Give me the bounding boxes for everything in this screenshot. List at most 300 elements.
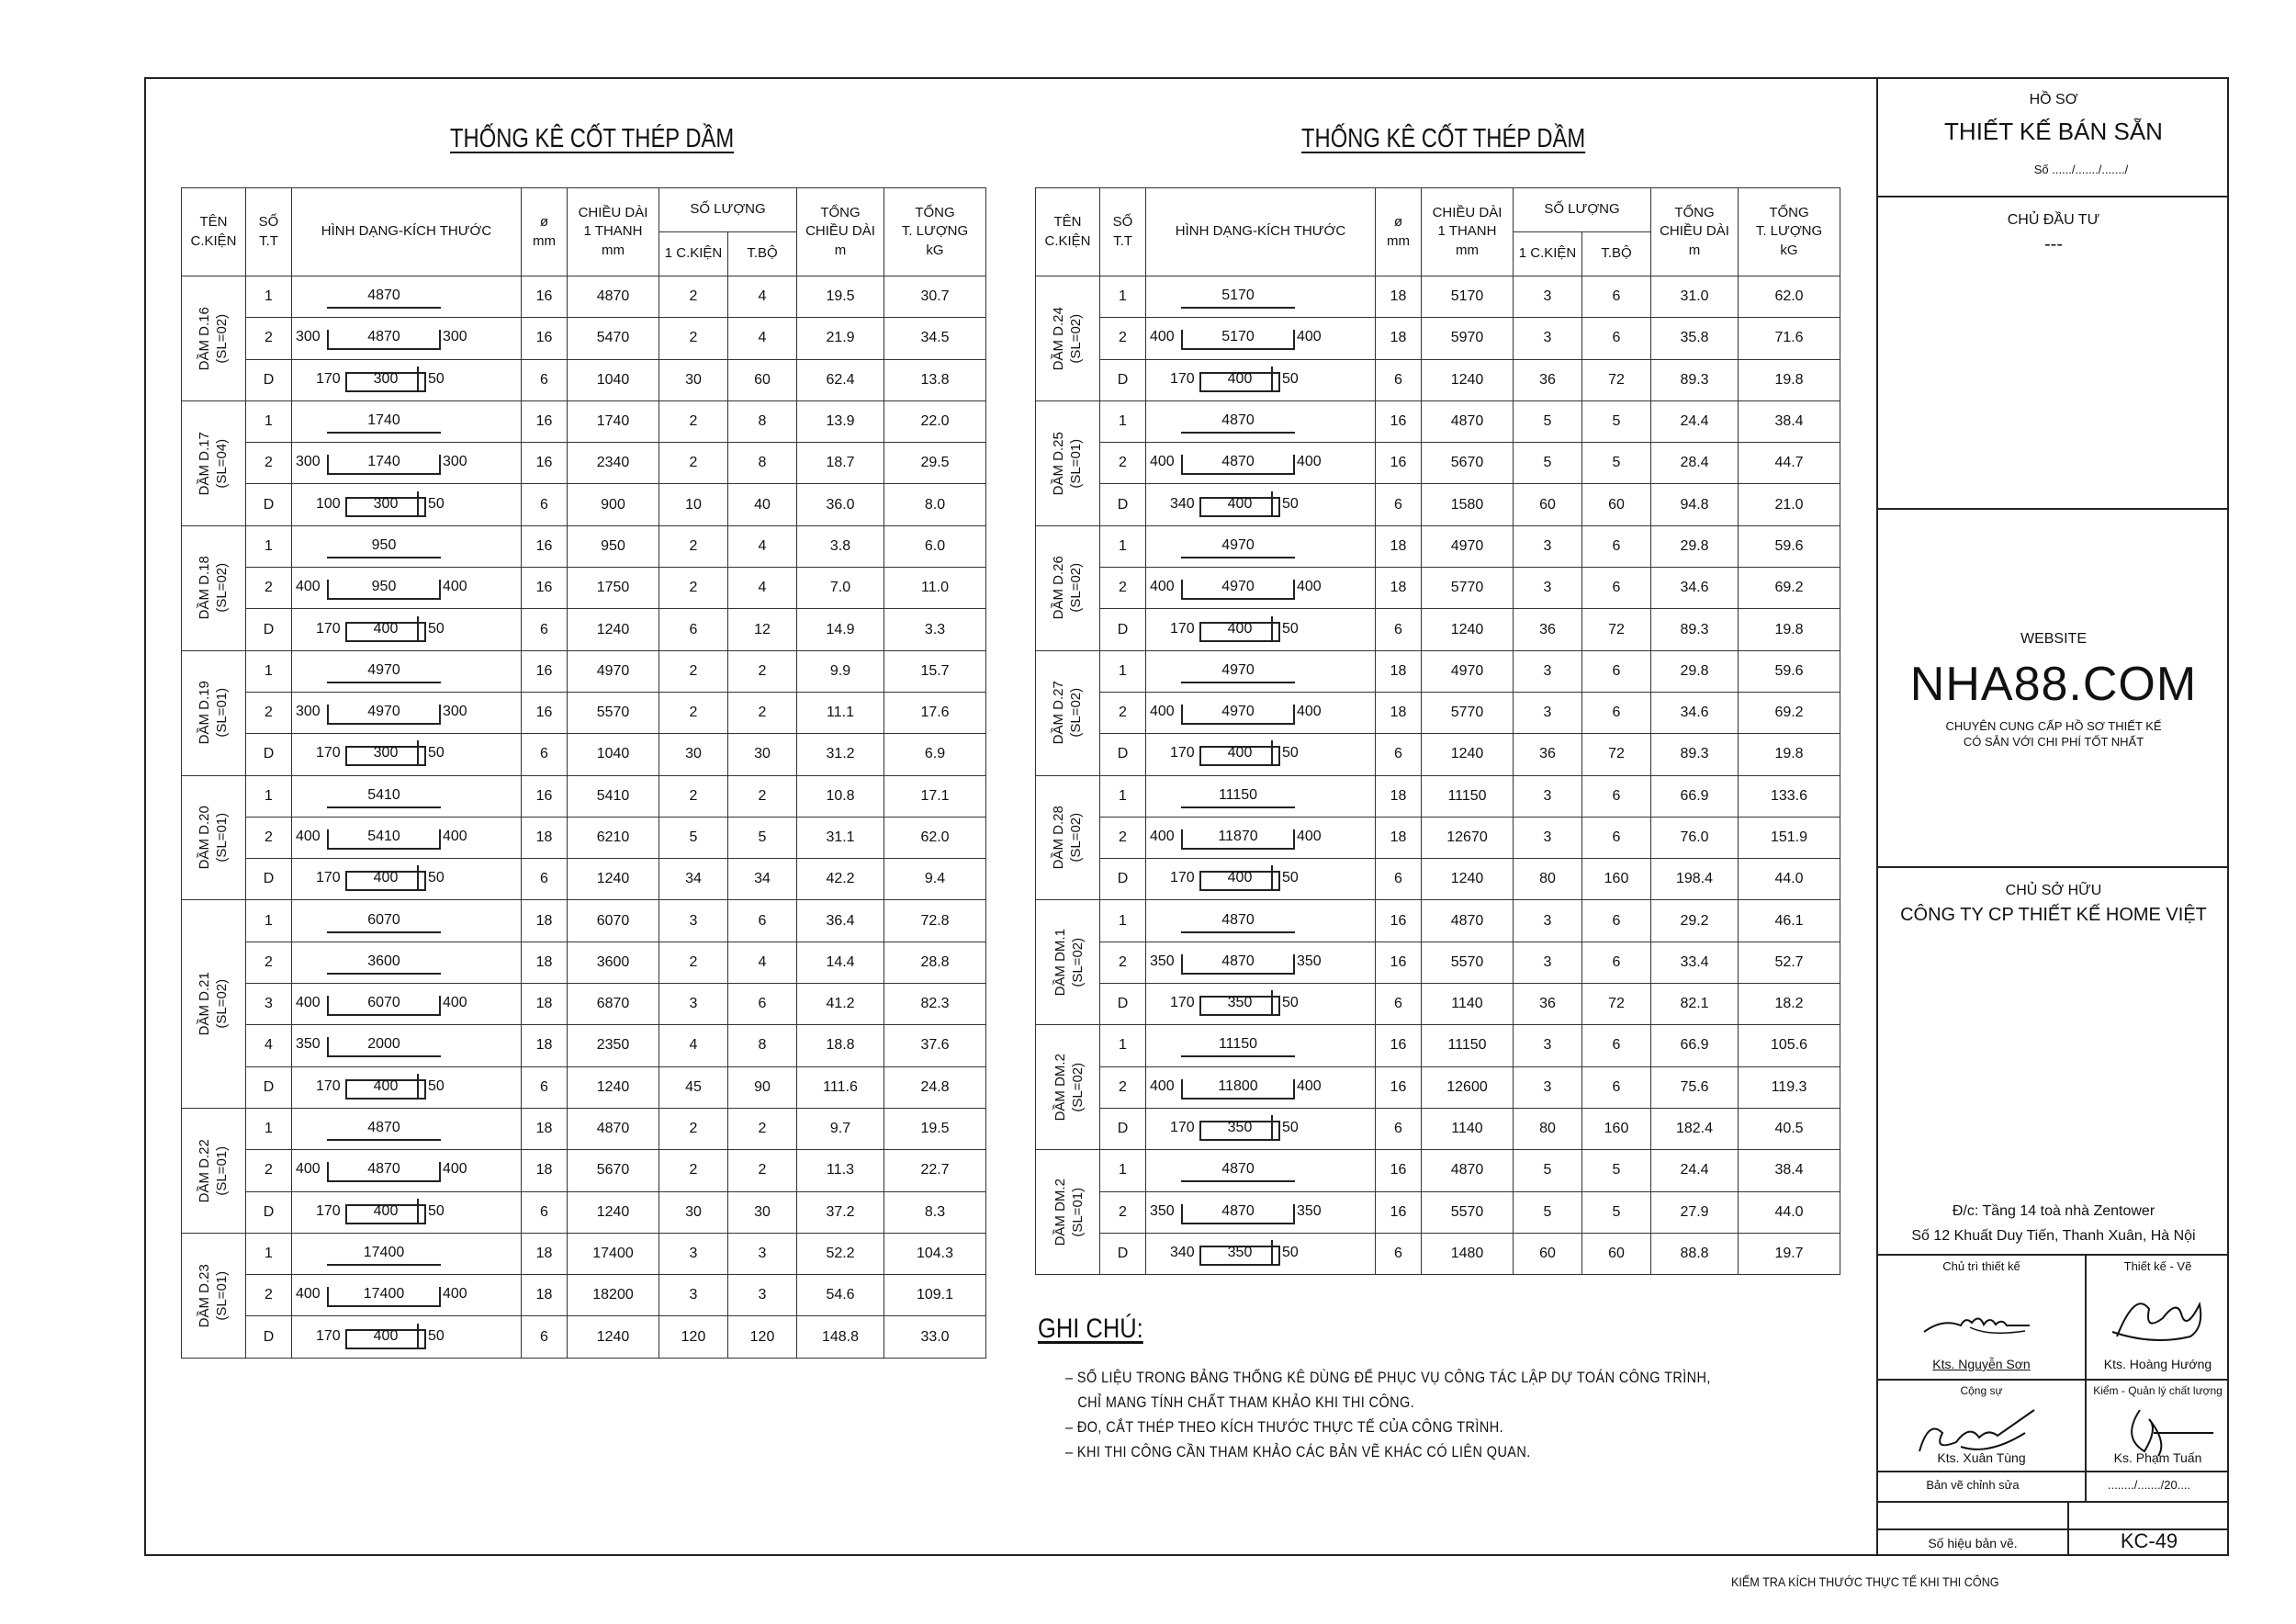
cell-tt: 1 — [1100, 775, 1146, 817]
rebar-line — [327, 723, 441, 725]
cell-qty-per-member: 2 — [659, 443, 728, 484]
rebar-shape-stirrup — [1146, 1234, 1375, 1274]
member-name — [197, 1264, 231, 1327]
rebar-hook-right-length: 400 — [1297, 454, 1322, 470]
rebar-length: 5410 — [367, 829, 400, 844]
cell-diameter: 18 — [1376, 276, 1422, 318]
header-tong-trong-luong-text: kG — [1780, 242, 1798, 258]
cell-shape — [292, 900, 522, 942]
cell-length-one-bar: 900 — [568, 484, 659, 525]
cell-diameter: 6 — [1376, 359, 1422, 400]
table-row — [182, 525, 986, 567]
role-thiet-ke: Thiết kế - Vẽ — [2123, 1259, 2192, 1273]
rebar-hook-left-length: 400 — [296, 829, 321, 844]
rebar-hook-right-length: 400 — [443, 579, 467, 595]
rebar-hook-left-length: 400 — [1150, 579, 1175, 595]
stirrup-width: 170 — [316, 620, 341, 637]
cell-shape — [1146, 318, 1376, 359]
rebar-shape-straight — [1146, 776, 1375, 817]
cell-qty-per-member: 2 — [659, 1108, 728, 1149]
cell-length-one-bar: 11150 — [1422, 775, 1514, 817]
revision-date: ......../......./20.... — [2107, 1478, 2191, 1492]
stirrup-height: 400 — [1227, 745, 1253, 761]
rebar-length: 17400 — [363, 1244, 405, 1260]
cell-shape — [1146, 1108, 1376, 1149]
cell-length-one-bar: 2340 — [568, 443, 659, 484]
rebar-hook-left-length: 350 — [1150, 953, 1175, 969]
cell-qty-total: 5 — [1582, 1191, 1651, 1233]
cell-shape — [292, 1150, 522, 1191]
left-rebar-table-container — [181, 187, 985, 1359]
rebar-length: 4870 — [1221, 911, 1255, 928]
header-mot-ckien — [659, 232, 728, 276]
table-row — [182, 1191, 986, 1233]
rebar-hook-left-length: 400 — [296, 1286, 321, 1303]
cell-length-one-bar: 4870 — [568, 276, 659, 318]
cell-qty-per-member: 36 — [1514, 734, 1582, 775]
cell-length-one-bar: 1040 — [568, 734, 659, 775]
cell-diameter: 6 — [1376, 859, 1422, 900]
cell-shape — [292, 1066, 522, 1108]
cell-total-weight: 52.7 — [1739, 942, 1840, 983]
cell-total-weight: 69.2 — [1739, 568, 1840, 609]
member-name-text: DẦM DM.2 — [1052, 1054, 1068, 1122]
cell-qty-per-member: 30 — [659, 359, 728, 400]
cell-total-length: 76.0 — [1651, 817, 1739, 858]
cell-length-one-bar: 1040 — [568, 359, 659, 400]
rebar-hook-right-length: 400 — [1297, 829, 1322, 844]
rebar-shape-hooked — [1146, 818, 1375, 858]
cell-tt: D — [1100, 484, 1146, 525]
rebar-line — [327, 848, 441, 850]
rebar-length: 4870 — [1221, 412, 1255, 429]
name-thiet-ke: Kts. Hoàng Hướng — [2103, 1357, 2212, 1371]
cell-total-weight: 17.1 — [884, 775, 986, 817]
cell-total-length: 18.7 — [797, 443, 884, 484]
cell-qty-total: 90 — [728, 1066, 797, 1108]
cell-length-one-bar: 4870 — [568, 1108, 659, 1149]
cell-total-length: 36.4 — [797, 900, 884, 942]
cell-length-one-bar: 5570 — [1422, 942, 1514, 983]
rebar-hook-left-length: 400 — [296, 995, 321, 1011]
header-tong-trong-luong-text: T. LƯỢNG — [1755, 223, 1823, 240]
cell-qty-total: 4 — [728, 525, 797, 567]
rebar-length: 4970 — [1221, 536, 1255, 553]
rebar-line — [1181, 598, 1295, 600]
table-row — [182, 817, 986, 858]
stirrup-height: 400 — [373, 620, 399, 637]
member-name-text: DẦM D.21 — [196, 972, 212, 1036]
stirrup-width: 170 — [316, 1202, 341, 1219]
table-row — [182, 1066, 986, 1108]
cell-qty-per-member: 60 — [1514, 1233, 1582, 1274]
cell-qty-total: 6 — [1582, 650, 1651, 692]
table-row — [1036, 525, 1840, 567]
cell-total-length: 29.2 — [1651, 900, 1739, 942]
note-item: – SỐ LIỆU TRONG BẢNG THỐNG KÊ DÙNG ĐỂ PHỤC VỤ CÔNG TÁC LẬP DỰ TOÁN CÔNG TRÌNH, — [1065, 1369, 1711, 1386]
rebar-length: 4970 — [367, 704, 400, 720]
stirrup-hook-length: 50 — [1282, 1120, 1299, 1136]
cell-qty-total: 6 — [1582, 276, 1651, 318]
table-row — [182, 484, 986, 525]
table-row — [182, 900, 986, 942]
cell-tt: 2 — [246, 443, 292, 484]
cell-qty-total: 6 — [1582, 942, 1651, 983]
cell-tt: 1 — [246, 900, 292, 942]
cell-tt: D — [246, 734, 292, 775]
cell-qty-per-member: 5 — [1514, 1150, 1582, 1191]
header-phi-text: ø — [1393, 214, 1403, 231]
table-row — [182, 1316, 986, 1358]
header-so-tt — [246, 188, 292, 276]
rebar-line — [327, 1180, 441, 1182]
stirrup-height: 400 — [1227, 370, 1253, 387]
cell-qty-per-member: 5 — [1514, 443, 1582, 484]
rebar-shape-straight — [292, 401, 521, 442]
stirrup-height: 300 — [373, 495, 399, 512]
cell-length-one-bar: 4970 — [1422, 525, 1514, 567]
cell-qty-per-member: 3 — [1514, 318, 1582, 359]
cell-total-weight: 24.8 — [884, 1066, 986, 1108]
cell-qty-per-member: 3 — [659, 984, 728, 1025]
header-ten-ckien — [182, 188, 246, 276]
cell-tt: D — [1100, 1233, 1146, 1274]
cell-qty-total: 6 — [1582, 692, 1651, 733]
member-name — [197, 307, 231, 370]
stirrup-hook-length: 50 — [1282, 1244, 1299, 1260]
cell-qty-total: 60 — [728, 359, 797, 400]
cell-qty-per-member: 3 — [659, 1275, 728, 1316]
cell-qty-per-member: 2 — [659, 775, 728, 817]
member-name — [197, 557, 231, 620]
cell-qty-total: 60 — [1582, 1233, 1651, 1274]
chu-so-huu-label: CHỦ SỞ HỮU — [2005, 883, 2102, 898]
cell-length-one-bar: 5770 — [1422, 692, 1514, 733]
cell-diameter: 18 — [1376, 525, 1422, 567]
role-chu-tri: Chủ trì thiết kế — [1942, 1259, 2020, 1273]
cell-shape — [292, 859, 522, 900]
rebar-line — [327, 473, 441, 475]
header-tong-trong-luong-text: T. LƯỢNG — [901, 223, 969, 240]
cell-qty-per-member: 3 — [1514, 1025, 1582, 1066]
table-row — [182, 359, 986, 400]
cell-qty-total: 6 — [1582, 525, 1651, 567]
role-cong-su: Cộng sự — [1960, 1384, 2003, 1397]
cell-qty-per-member: 2 — [659, 1150, 728, 1191]
rebar-shape-hooked — [1146, 1067, 1375, 1108]
stirrup-height: 400 — [373, 1077, 399, 1094]
chu-dau-tu-value: --- — [2044, 234, 2063, 254]
cell-qty-total: 5 — [1582, 400, 1651, 442]
rebar-line — [1181, 1180, 1295, 1182]
cell-length-one-bar: 5470 — [568, 318, 659, 359]
header-tong-trong-luong — [1739, 188, 1840, 276]
member-name — [197, 432, 231, 495]
cell-qty-per-member: 2 — [659, 568, 728, 609]
rebar-shape-straight — [292, 1109, 521, 1149]
cell-qty-total: 40 — [728, 484, 797, 525]
cell-tt: 1 — [1100, 400, 1146, 442]
cell-total-weight: 46.1 — [1739, 900, 1840, 942]
table-row — [182, 318, 986, 359]
cell-diameter: 6 — [1376, 984, 1422, 1025]
cell-shape — [1146, 817, 1376, 858]
cell-qty-per-member: 2 — [659, 692, 728, 733]
header-so-luong — [659, 188, 797, 232]
cell-tt: 1 — [246, 650, 292, 692]
header-tong-chieu-dai-text: CHIỀU DÀI — [1660, 223, 1729, 240]
cell-tt: 3 — [246, 984, 292, 1025]
rebar-shape-stirrup — [292, 485, 521, 525]
stirrup-height: 400 — [373, 1202, 399, 1219]
stirrup-height: 350 — [1227, 995, 1253, 1011]
cell-length-one-bar: 4870 — [1422, 900, 1514, 942]
rebar-shape-hooked — [292, 318, 521, 358]
cell-total-weight: 40.5 — [1739, 1108, 1840, 1149]
ho-so-section — [1878, 77, 2229, 197]
header-ten-ckien-text: TÊN — [1053, 214, 1082, 231]
website-label: WEBSITE — [2020, 631, 2087, 647]
table-row — [1036, 692, 1840, 733]
cell-qty-total: 8 — [728, 400, 797, 442]
cell-qty-total: 72 — [1582, 359, 1651, 400]
table-row — [1036, 318, 1840, 359]
rebar-shape-hooked — [1146, 568, 1375, 608]
notes-list — [1065, 1365, 1711, 1464]
header-so-luong-text: SỐ LƯỢNG — [1544, 201, 1620, 218]
stirrup-width: 170 — [1170, 620, 1195, 637]
cell-qty-per-member: 4 — [659, 1025, 728, 1066]
cell-qty-total: 30 — [728, 734, 797, 775]
rebar-line — [327, 1139, 441, 1141]
stirrup-width: 170 — [1170, 870, 1195, 886]
stirrup-width: 170 — [1170, 370, 1195, 387]
cell-diameter: 18 — [522, 1108, 568, 1149]
cell-qty-per-member: 3 — [1514, 775, 1582, 817]
cell-diameter: 16 — [522, 568, 568, 609]
cell-diameter: 18 — [522, 1025, 568, 1066]
cell-diameter: 18 — [1376, 318, 1422, 359]
cell-shape — [1146, 484, 1376, 525]
table-row — [1036, 1191, 1840, 1233]
header-ten-ckien-text: C.KIỆN — [1044, 232, 1091, 249]
cell-tt: 1 — [246, 276, 292, 318]
rebar-shape-hooked — [292, 568, 521, 608]
rebar-line — [327, 432, 441, 434]
cell-qty-per-member: 2 — [659, 318, 728, 359]
rebar-length: 5410 — [367, 786, 400, 803]
rebar-shape-stirrup — [292, 734, 521, 774]
cell-qty-total: 120 — [728, 1316, 797, 1358]
cell-qty-total: 4 — [728, 276, 797, 318]
cell-total-length: 29.8 — [1651, 525, 1739, 567]
member-name-text: DẦM D.22 — [196, 1138, 212, 1202]
cell-shape — [292, 525, 522, 567]
header-tbo — [1582, 232, 1651, 276]
address-line-1: Đ/c: Tầng 14 toà nhà Zentower — [1952, 1203, 2155, 1219]
cell-shape — [292, 359, 522, 400]
cell-qty-per-member: 3 — [659, 900, 728, 942]
member-name-cell — [182, 775, 246, 900]
member-name-cell — [182, 400, 246, 525]
cell-qty-total: 160 — [1582, 1108, 1651, 1149]
cell-total-weight: 6.9 — [884, 734, 986, 775]
cell-diameter: 16 — [522, 650, 568, 692]
stirrup-hook-length: 50 — [428, 495, 445, 512]
cell-shape — [292, 276, 522, 318]
cell-diameter: 6 — [1376, 734, 1422, 775]
member-quantity-text: (SL=02) — [1069, 938, 1086, 987]
stirrup-width: 100 — [316, 495, 341, 512]
cell-total-weight: 19.5 — [884, 1108, 986, 1149]
cell-total-weight: 22.7 — [884, 1150, 986, 1191]
cell-total-length: 42.2 — [797, 859, 884, 900]
cell-length-one-bar: 1240 — [568, 1191, 659, 1233]
cell-tt: 1 — [1100, 1025, 1146, 1066]
cell-tt: D — [246, 484, 292, 525]
member-name-text: DẦM D.23 — [196, 1263, 212, 1327]
cell-tt: 1 — [246, 525, 292, 567]
cell-qty-per-member: 30 — [659, 734, 728, 775]
header-hinh-dang-text: HÌNH DẠNG-KÍCH THƯỚC — [1175, 223, 1346, 240]
table-row — [1036, 1025, 1840, 1066]
member-quantity-text: (SL=01) — [1069, 1187, 1086, 1237]
member-quantity-text: (SL=02) — [213, 563, 230, 614]
cell-shape — [292, 443, 522, 484]
cell-shape — [1146, 1025, 1376, 1066]
cell-total-length: 82.1 — [1651, 984, 1739, 1025]
cell-shape — [1146, 900, 1376, 942]
cell-diameter: 6 — [522, 1191, 568, 1233]
tagline-line-1: CHUYÊN CUNG CẤP HỒ SƠ THIẾT KẾ — [1945, 719, 2162, 733]
rebar-shape-straight — [292, 526, 521, 567]
cell-shape — [292, 1275, 522, 1316]
tagline-line-2: CÓ SẴN VỚI CHI PHÍ TỐT NHẤT — [1963, 735, 2144, 749]
rebar-shape-straight — [1146, 1025, 1375, 1066]
chu-so-huu-value: CÔNG TY CP THIẾT KẾ HOME VIỆT — [1900, 905, 2207, 925]
cell-tt: 1 — [1100, 525, 1146, 567]
cell-diameter: 6 — [522, 484, 568, 525]
role-kiem: Kiểm - Quản lý chất lượng — [2093, 1384, 2223, 1397]
cell-diameter: 18 — [522, 942, 568, 983]
member-quantity-text: (SL=02) — [213, 313, 230, 364]
rebar-hook-right-length: 400 — [1297, 704, 1322, 720]
rebar-line — [1181, 973, 1295, 975]
cell-diameter: 16 — [522, 525, 568, 567]
cell-shape — [1146, 650, 1376, 692]
cell-diameter: 16 — [522, 276, 568, 318]
rebar-shape-stirrup — [292, 1067, 521, 1108]
cell-total-weight: 44.0 — [1739, 859, 1840, 900]
cell-diameter: 6 — [522, 609, 568, 650]
cell-shape — [1146, 609, 1376, 650]
header-tong-chieu-dai — [797, 188, 884, 276]
member-name — [1051, 806, 1086, 869]
rebar-shape-hooked — [292, 693, 521, 733]
cell-shape — [292, 734, 522, 775]
cell-diameter: 6 — [1376, 1233, 1422, 1274]
member-quantity-text: (SL=02) — [1067, 688, 1084, 739]
cell-total-length: 54.6 — [797, 1275, 884, 1316]
member-name-text: DẦM D.25 — [1050, 431, 1066, 495]
rebar-hook-right-length: 300 — [443, 454, 467, 470]
rebar-hook-right-length: 400 — [443, 829, 467, 844]
member-name-cell — [182, 525, 246, 650]
cell-tt: D — [246, 1316, 292, 1358]
table-row — [182, 276, 986, 318]
rebar-shape-stirrup — [1146, 360, 1375, 400]
rebar-length: 3600 — [367, 953, 400, 969]
cell-qty-per-member: 36 — [1514, 359, 1582, 400]
website-logo-text: NHA88.COM — [1909, 658, 2198, 711]
stirrup-width: 170 — [316, 1077, 341, 1094]
rebar-shape-straight — [292, 276, 521, 317]
rebar-line — [1181, 682, 1295, 683]
rebar-length: 2000 — [367, 1036, 400, 1053]
cell-length-one-bar: 1480 — [1422, 1233, 1514, 1274]
rebar-length: 1740 — [367, 412, 400, 429]
rebar-line — [327, 307, 441, 309]
rebar-length: 950 — [371, 579, 397, 595]
cell-qty-total: 3 — [728, 1233, 797, 1274]
member-name — [197, 806, 231, 869]
member-name-text: DẦM D.26 — [1050, 556, 1066, 620]
table-row — [1036, 1150, 1840, 1191]
rebar-length: 5170 — [1221, 329, 1255, 345]
header-so-tt-text: T.T — [1113, 232, 1132, 249]
right-rebar-table-container — [1035, 187, 1840, 1275]
cell-tt: 2 — [246, 568, 292, 609]
cell-length-one-bar: 950 — [568, 525, 659, 567]
cell-diameter: 16 — [1376, 942, 1422, 983]
cell-shape — [1146, 400, 1376, 442]
cell-length-one-bar: 1740 — [568, 400, 659, 442]
rebar-shape-straight — [1146, 651, 1375, 692]
cell-total-weight: 44.0 — [1739, 1191, 1840, 1233]
member-name-cell — [1036, 525, 1100, 650]
cell-shape — [1146, 525, 1376, 567]
cell-qty-per-member: 3 — [1514, 276, 1582, 318]
cell-total-length: 34.6 — [1651, 568, 1739, 609]
cell-total-weight: 8.0 — [884, 484, 986, 525]
cell-total-weight: 11.0 — [884, 568, 986, 609]
cell-total-weight: 62.0 — [884, 817, 986, 858]
stirrup-width: 170 — [1170, 995, 1195, 1011]
cell-diameter: 18 — [522, 1150, 568, 1191]
cell-total-length: 31.2 — [797, 734, 884, 775]
rebar-shape-hooked — [1146, 1192, 1375, 1233]
rebar-line — [327, 1014, 441, 1016]
cell-shape — [1146, 1233, 1376, 1274]
cell-diameter: 16 — [1376, 1066, 1422, 1108]
cell-qty-per-member: 45 — [659, 1066, 728, 1108]
stirrup-height: 400 — [1227, 620, 1253, 637]
rebar-shape-hooked — [292, 1150, 521, 1190]
cell-qty-per-member: 2 — [659, 942, 728, 983]
cell-total-weight: 17.6 — [884, 692, 986, 733]
header-tong-chieu-dai-text: CHIỀU DÀI — [805, 223, 875, 240]
cell-tt: 1 — [246, 775, 292, 817]
cell-total-weight: 30.7 — [884, 276, 986, 318]
cell-total-weight: 38.4 — [1739, 400, 1840, 442]
stirrup-width: 170 — [316, 870, 341, 886]
cell-shape — [292, 692, 522, 733]
cell-tt: 1 — [246, 400, 292, 442]
notes-title: GHI CHÚ: — [1038, 1314, 1143, 1344]
cell-total-weight: 105.6 — [1739, 1025, 1840, 1066]
stirrup-hook-length: 50 — [1282, 495, 1299, 512]
rebar-hook-right-length: 300 — [443, 704, 467, 720]
